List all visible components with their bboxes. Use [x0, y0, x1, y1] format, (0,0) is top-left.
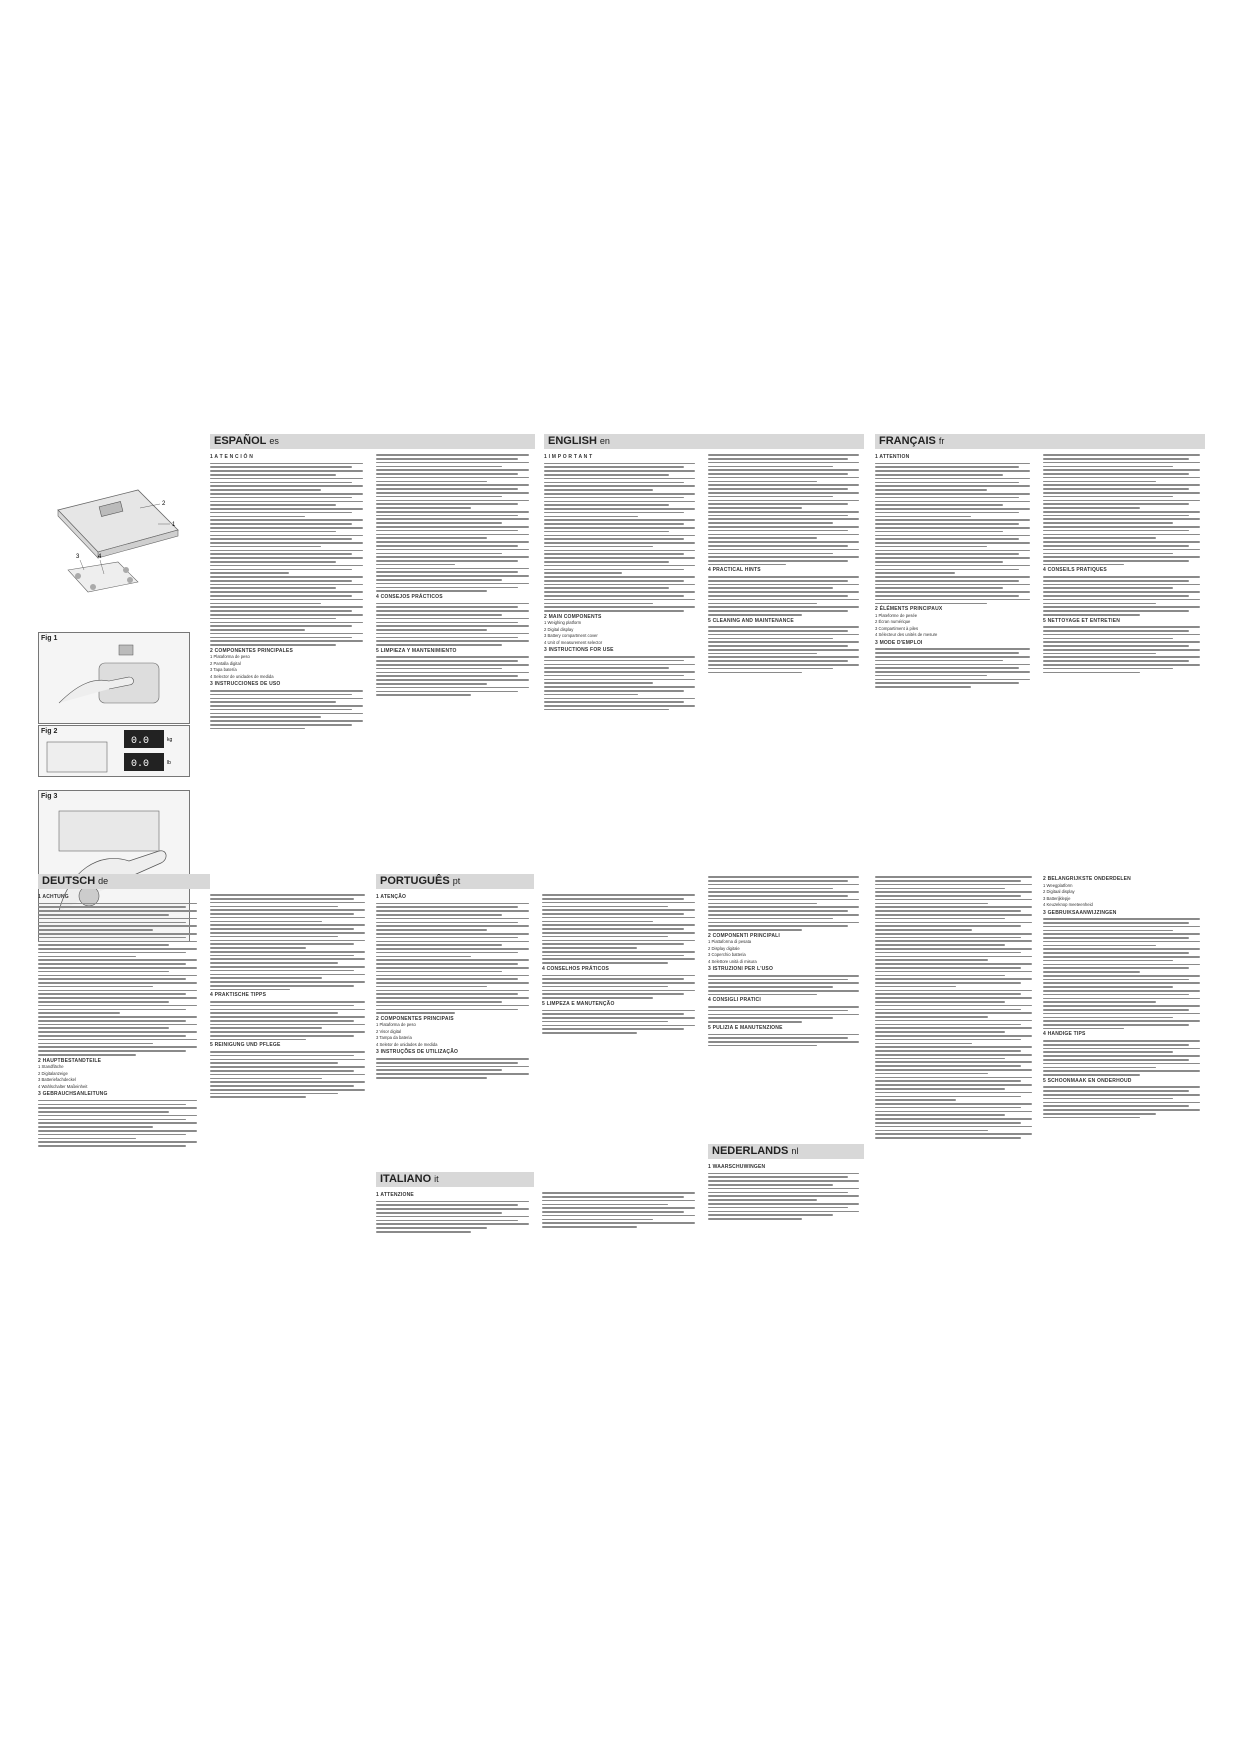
text-column-pt-2	[542, 892, 700, 1162]
heading-es-2: 2 COMPONENTES PRINCIPALES	[210, 647, 293, 654]
text-column-es-2	[376, 452, 534, 852]
text-column-it-1	[376, 1190, 534, 1260]
heading-es-1: 1 A T E N C I Ó N	[210, 454, 254, 460]
component-item: 3 Batterijklepje	[1043, 895, 1071, 901]
heading-it-1: 1 ATTENZIONE	[376, 1192, 414, 1198]
heading-pt-1: 1 ATENÇÃO	[376, 894, 407, 900]
heading-de-5: 5 REINIGUNG UND PFLEGE	[210, 1042, 281, 1049]
component-item: 3 Compartiment à piles	[875, 625, 919, 631]
callout-3: 3	[76, 554, 80, 560]
heading-nl-5: 5 SCHOONMAAK EN ONDERHOUD	[1043, 1077, 1132, 1084]
callout-4: 4	[98, 554, 102, 560]
component-item: 2 Visor digital	[376, 1028, 402, 1034]
heading-en-1: 1 I M P O R T A N T	[544, 454, 593, 460]
figure-2	[38, 725, 190, 777]
heading-en-3: 3 INSTRUCTIONS FOR USE	[544, 647, 614, 654]
display-value-top: 0.0	[131, 736, 150, 747]
text-column-en-1	[544, 452, 700, 852]
heading-de-4: 4 PRAKTISCHE TIPPS	[210, 992, 267, 999]
component-item: 4 Selector de unidades de medida	[210, 673, 274, 679]
heading-nl-3: 3 GEBRUIKSAANWIJZINGEN	[1043, 909, 1117, 916]
scale-illustration	[38, 470, 188, 610]
heading-pt-5: 5 LIMPEZA E MANUTENÇÃO	[542, 1000, 615, 1007]
text-column-en-2	[708, 452, 864, 852]
component-item: 4 Unit of measurement selector	[544, 639, 603, 645]
component-item: 4 Wahlschalter Maßeinheit	[38, 1083, 88, 1089]
section-header-it: ITALIANO it	[376, 1172, 534, 1187]
component-item: 4 Keuzeknop meeteenheid	[1043, 902, 1093, 907]
component-item: 2 Digitalanzeige	[38, 1070, 68, 1076]
component-item: 1 Plataforma de peso	[376, 1022, 416, 1028]
heading-fr-4: 4 CONSEILS PRATIQUES	[1043, 567, 1107, 574]
component-item: 2 Écran numérique	[875, 619, 911, 625]
text-column-fr-1	[875, 452, 1035, 852]
display-value-bottom: 0.0	[131, 759, 150, 770]
heading-fr-1: 1 ATTENTION	[875, 454, 910, 460]
text-column-nl-3	[1043, 874, 1205, 1254]
hand-battery-illustration	[39, 633, 189, 723]
figure-1-label: Fig 1	[41, 635, 58, 642]
component-item: 3 Tampa da bateria	[376, 1035, 412, 1041]
heading-de-3: 3 GEBRAUCHSANLEITUNG	[38, 1091, 108, 1098]
figure-1	[38, 632, 190, 724]
heading-es-4: 4 CONSEJOS PRÁCTICOS	[376, 593, 443, 600]
component-item: 1 Standfläche	[38, 1064, 64, 1070]
heading-it-4: 4 CONSIGLI PRATICI	[708, 997, 761, 1004]
section-header-fr: FRANÇAIS fr	[875, 434, 1205, 449]
component-item: 2 Display digitale	[708, 945, 740, 951]
heading-pt-4: 4 CONSELHOS PRÁTICOS	[542, 965, 610, 972]
component-item: 2 Digital display	[544, 626, 574, 632]
section-header-de: DEUTSCH de	[38, 874, 210, 889]
text-column-pt-1	[376, 892, 534, 1162]
heading-fr-3: 3 MODE D'EMPLOI	[875, 639, 923, 646]
component-item: 3 Coperchio batteria	[708, 952, 746, 958]
callout-2: 2	[162, 501, 166, 507]
text-column-fr-2	[1043, 452, 1205, 852]
heading-pt-2: 2 COMPONENTES PRINCIPAIS	[376, 1015, 454, 1022]
component-item: 4 Seletor de unidades de medida	[376, 1041, 438, 1047]
heading-it-5: 5 PULIZIA E MANUTENZIONE	[708, 1024, 783, 1031]
heading-en-5: 5 CLEANING AND MAINTENANCE	[708, 617, 794, 624]
heading-en-2: 2 MAIN COMPONENTS	[544, 613, 602, 620]
component-item: 1 Piattaforma di pesata	[708, 939, 752, 945]
figure-main-scale	[38, 470, 188, 610]
heading-pt-3: 3 INSTRUÇÕES DE UTILIZAÇÃO	[376, 1049, 459, 1056]
component-item: 2 Pantalla digital	[210, 660, 241, 666]
component-item: 3 Battery compartment cover	[544, 633, 598, 639]
heading-de-1: 1 ACHTUNG	[38, 894, 69, 900]
component-item: 3 Batteriefachdeckel	[38, 1077, 76, 1083]
text-column-es-1	[210, 452, 368, 852]
heading-nl-2: 2 BELANGRIJKSTE ONDERDELEN	[1043, 876, 1131, 882]
display-unit-bottom: lb	[167, 760, 171, 766]
text-column-it-3	[708, 874, 864, 1134]
text-column-nl-1	[708, 1162, 864, 1262]
section-header-pt: PORTUGUÊS pt	[376, 874, 534, 889]
display-illustration	[39, 726, 189, 776]
heading-fr-5: 5 NETTOYAGE ET ENTRETIEN	[1043, 617, 1121, 624]
heading-it-3: 3 ISTRUZIONI PER L'USO	[708, 966, 774, 973]
section-header-es: ESPAÑOL es	[210, 434, 535, 449]
paragraph-block	[210, 463, 368, 646]
component-item: 3 Tapa batería	[210, 667, 237, 673]
heading-nl-4: 4 HANDIGE TIPS	[1043, 1031, 1086, 1038]
figure-3-label: Fig 3	[41, 793, 58, 800]
heading-it-2: 2 COMPONENTI PRINCIPALI	[708, 932, 781, 939]
section-header-en: ENGLISH en	[544, 434, 864, 449]
text-column-de-2	[210, 892, 370, 1232]
heading-es-3: 3 INSTRUCCIONES DE USO	[210, 681, 281, 688]
component-item: 1 Weegplatform	[1043, 882, 1073, 888]
text-column-de-1	[38, 892, 202, 1232]
section-header-nl: NEDERLANDS nl	[708, 1144, 864, 1159]
component-item: 1 Plataforma de peso	[210, 654, 250, 660]
heading-es-5: 5 LIMPIEZA Y MANTENIMIENTO	[376, 647, 457, 654]
display-unit-top: kg	[167, 737, 173, 743]
figure-2-label: Fig 2	[41, 728, 58, 735]
component-item: 2 Digitaal display	[1043, 889, 1075, 894]
component-item: 1 Weighing platform	[544, 620, 582, 626]
component-item: 4 Sélecteur des unités de mesure	[875, 632, 938, 638]
heading-fr-2: 2 ÉLÉMENTS PRINCIPAUX	[875, 606, 943, 613]
component-item: 1 Plateforme de pesée	[875, 612, 918, 618]
heading-en-4: 4 PRACTICAL HINTS	[708, 567, 761, 574]
component-item: 4 Selettore unità di misura	[708, 958, 757, 964]
callout-1: 1	[172, 522, 176, 528]
text-column-nl-2	[875, 874, 1037, 1254]
text-column-it-2	[542, 1190, 700, 1260]
heading-de-2: 2 HAUPTBESTANDTEILE	[38, 1057, 102, 1064]
heading-nl-1: 1 WAARSCHUWINGEN	[708, 1164, 766, 1170]
